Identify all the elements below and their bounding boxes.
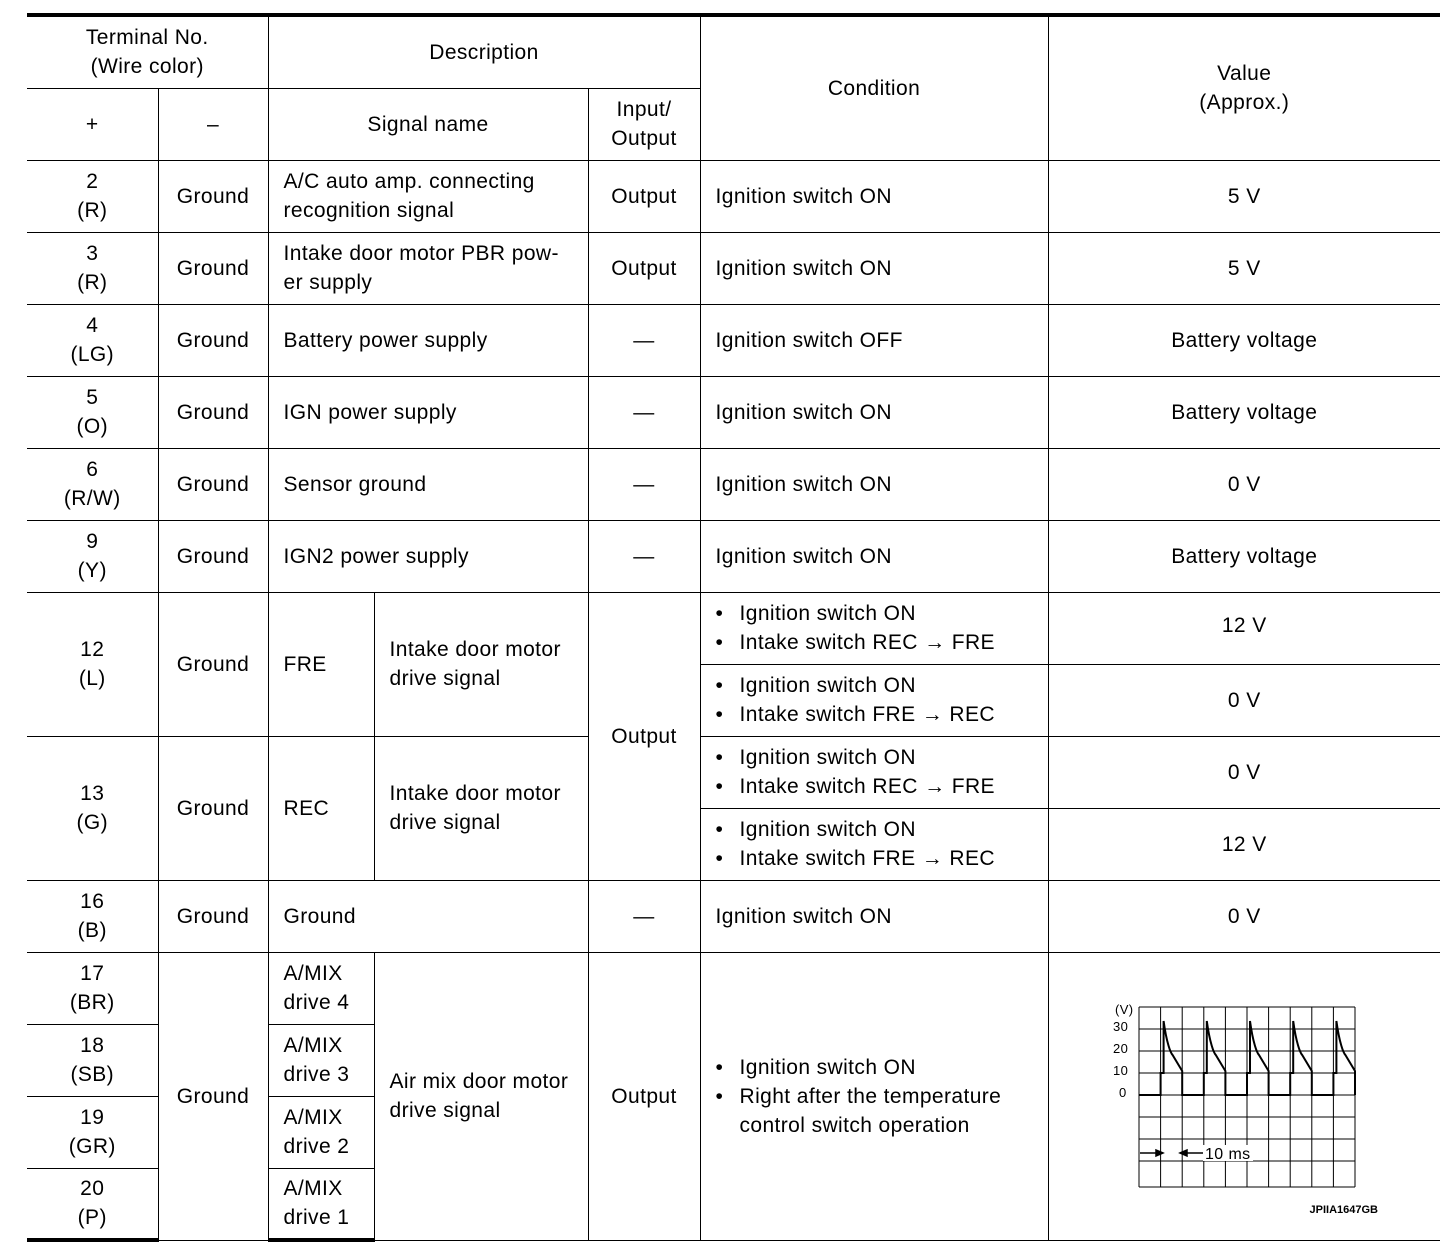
terminal-number: 9 bbox=[86, 530, 99, 553]
value-cell: 12 V bbox=[1048, 808, 1440, 880]
terminal-number: 17 bbox=[80, 962, 105, 985]
sub-signal-text: drive 1 bbox=[283, 1206, 350, 1230]
terminal-number: 16 bbox=[80, 890, 105, 913]
condition-cell: Ignition switch OFF bbox=[700, 304, 1048, 376]
sub-signal-cell: FRE bbox=[268, 592, 374, 736]
condition-cell: Ignition switch ON bbox=[700, 160, 1048, 232]
sub-signal-text: drive 3 bbox=[283, 1063, 350, 1086]
sub-signal-cell bbox=[268, 1168, 374, 1240]
minus-cell: Ground bbox=[158, 160, 268, 232]
minus-cell: Ground bbox=[158, 304, 268, 376]
wire-color: (GR) bbox=[68, 1135, 116, 1158]
value-cell: Battery voltage bbox=[1048, 304, 1440, 376]
signal-cell: Sensor ground bbox=[268, 448, 588, 520]
condition-cell bbox=[700, 952, 1048, 1240]
io-cell: — bbox=[588, 880, 700, 952]
terminal-no-header bbox=[27, 15, 268, 88]
table-row bbox=[27, 880, 1440, 952]
waveform-chart bbox=[1107, 1003, 1367, 1193]
table-row bbox=[27, 520, 1440, 592]
sub-signal-cell bbox=[268, 1024, 374, 1096]
table-row bbox=[27, 376, 1440, 448]
wire-color-label: (Wire color) bbox=[90, 55, 204, 79]
terminal-number: 3 bbox=[86, 242, 99, 265]
plus-header: + bbox=[27, 88, 158, 160]
signal-name-header: Signal name bbox=[268, 88, 588, 160]
table-row bbox=[27, 592, 1440, 664]
io-cell: — bbox=[588, 448, 700, 520]
terminal-number: 12 bbox=[80, 638, 105, 661]
condition-bullet bbox=[716, 1082, 1048, 1140]
input-label: Input/ bbox=[616, 98, 672, 121]
condition-text: control switch operation bbox=[739, 1113, 970, 1137]
signal-text: drive signal bbox=[389, 1099, 501, 1122]
minus-cell: Ground bbox=[158, 520, 268, 592]
sub-signal-text: drive 2 bbox=[283, 1135, 350, 1158]
wire-color: (O) bbox=[76, 415, 109, 438]
signal-cell bbox=[374, 736, 588, 880]
sub-signal-text: A/MIX bbox=[283, 1034, 343, 1057]
sub-signal-text: A/MIX bbox=[283, 962, 343, 985]
terminal-number: 18 bbox=[80, 1034, 105, 1057]
signal-text: recognition signal bbox=[283, 199, 455, 222]
terminal-cell bbox=[27, 304, 158, 376]
condition-bullet: • Intake switch FRE → REC bbox=[716, 844, 1048, 873]
table-row bbox=[27, 232, 1440, 304]
terminal-number: 20 bbox=[80, 1177, 105, 1201]
condition-cell: Ignition switch ON bbox=[700, 232, 1048, 304]
condition-cell bbox=[700, 808, 1048, 880]
terminal-cell bbox=[27, 880, 158, 952]
value-header bbox=[1048, 15, 1440, 160]
io-cell: — bbox=[588, 304, 700, 376]
value-cell: Battery voltage bbox=[1048, 520, 1440, 592]
figure-id: JPIIA1647GB bbox=[1309, 1203, 1378, 1216]
wire-color: (R) bbox=[77, 199, 108, 222]
waveform-tick-30: 30 bbox=[1112, 1018, 1128, 1034]
table-row bbox=[27, 304, 1440, 376]
signal-text: Air mix door motor bbox=[389, 1070, 569, 1093]
io-header bbox=[588, 88, 700, 160]
waveform-unit: (V) bbox=[1114, 1002, 1134, 1017]
io-cell: Output bbox=[588, 232, 700, 304]
signal-text: Intake door motor bbox=[389, 782, 561, 805]
signal-cell: Ground bbox=[268, 880, 588, 952]
wire-color: (R/W) bbox=[63, 487, 121, 510]
terminal-cell bbox=[27, 592, 158, 736]
table-row bbox=[27, 448, 1440, 520]
wire-color: (BR) bbox=[69, 991, 115, 1014]
approx-label: (Approx.) bbox=[1199, 91, 1290, 115]
condition-bullet: • Ignition switch ON bbox=[716, 1053, 1048, 1082]
signal-text: Intake door motor PBR pow- bbox=[283, 242, 559, 265]
terminal-cell bbox=[27, 736, 158, 880]
signal-cell bbox=[374, 592, 588, 736]
value-cell: 5 V bbox=[1048, 232, 1440, 304]
condition-bullet: • Ignition switch ON bbox=[716, 815, 1048, 844]
signal-text: drive signal bbox=[389, 811, 501, 834]
waveform-tick-20: 20 bbox=[1112, 1040, 1128, 1056]
value-cell: Battery voltage bbox=[1048, 376, 1440, 448]
terminal-no-label: Terminal No. bbox=[85, 26, 209, 50]
io-cell: Output bbox=[588, 952, 700, 1240]
condition-cell: Ignition switch ON bbox=[700, 376, 1048, 448]
condition-cell: Ignition switch ON bbox=[700, 880, 1048, 952]
terminal-number: 4 bbox=[86, 314, 99, 337]
condition-bullet: • Intake switch REC → FRE bbox=[716, 628, 1048, 657]
value-cell: 0 V bbox=[1048, 736, 1440, 808]
value-cell: 12 V bbox=[1048, 592, 1440, 664]
minus-cell: Ground bbox=[158, 736, 268, 880]
wire-color: (P) bbox=[77, 1206, 107, 1230]
signal-cell: IGN power supply bbox=[268, 376, 588, 448]
terminal-number: 19 bbox=[80, 1106, 105, 1129]
wire-color: (L) bbox=[78, 667, 106, 690]
sub-signal-text: A/MIX bbox=[283, 1106, 343, 1129]
condition-header: Condition bbox=[700, 15, 1048, 160]
time-scale-label: 10 ms bbox=[1204, 1145, 1251, 1163]
value-cell: 0 V bbox=[1048, 880, 1440, 952]
wire-color: (G) bbox=[76, 811, 109, 834]
sub-signal-cell bbox=[268, 952, 374, 1024]
sub-signal-cell bbox=[268, 1096, 374, 1168]
terminal-cell bbox=[27, 160, 158, 232]
terminal-cell bbox=[27, 952, 158, 1024]
minus-cell: Ground bbox=[158, 448, 268, 520]
io-cell: — bbox=[588, 520, 700, 592]
io-cell: Output bbox=[588, 160, 700, 232]
minus-cell: Ground bbox=[158, 376, 268, 448]
signal-text: Intake door motor bbox=[389, 638, 561, 661]
signal-cell bbox=[374, 952, 588, 1240]
terminal-cell bbox=[27, 1024, 158, 1096]
condition-bullet: • Intake switch FRE → REC bbox=[716, 700, 1048, 729]
condition-bullet: • Intake switch REC → FRE bbox=[716, 772, 1048, 801]
value-cell: 0 V bbox=[1048, 664, 1440, 736]
minus-cell: Ground bbox=[158, 232, 268, 304]
time-scale-arrows bbox=[1140, 1150, 1203, 1156]
output-label: Output bbox=[611, 127, 677, 150]
terminal-number: 2 bbox=[86, 170, 99, 193]
terminal-number: 6 bbox=[86, 458, 99, 481]
condition-cell: Ignition switch ON bbox=[700, 520, 1048, 592]
waveform-cell bbox=[1048, 952, 1440, 1240]
value-cell: 0 V bbox=[1048, 448, 1440, 520]
wire-color: (B) bbox=[77, 919, 107, 942]
condition-cell bbox=[700, 736, 1048, 808]
signal-text: er supply bbox=[283, 271, 373, 294]
terminal-cell bbox=[27, 232, 158, 304]
minus-cell: Ground bbox=[158, 592, 268, 736]
waveform-tick-10: 10 bbox=[1112, 1062, 1128, 1078]
terminal-cell bbox=[27, 520, 158, 592]
signal-text: drive signal bbox=[389, 667, 501, 690]
signal-text: A/C auto amp. connecting bbox=[283, 170, 535, 193]
table-row bbox=[27, 736, 1440, 808]
minus-cell: Ground bbox=[158, 880, 268, 952]
value-cell: 5 V bbox=[1048, 160, 1440, 232]
io-cell: — bbox=[588, 376, 700, 448]
table-row bbox=[27, 952, 1440, 1024]
signal-cell bbox=[268, 160, 588, 232]
terminal-number: 13 bbox=[80, 782, 105, 805]
condition-cell bbox=[700, 664, 1048, 736]
terminal-cell bbox=[27, 1168, 158, 1240]
wire-color: (LG) bbox=[70, 343, 115, 366]
condition-bullet: • Ignition switch ON bbox=[716, 599, 1048, 628]
terminal-cell bbox=[27, 376, 158, 448]
sub-signal-cell: REC bbox=[268, 736, 374, 880]
terminal-cell bbox=[27, 448, 158, 520]
io-cell: Output bbox=[588, 592, 700, 880]
condition-cell: Ignition switch ON bbox=[700, 448, 1048, 520]
signal-cell: IGN2 power supply bbox=[268, 520, 588, 592]
waveform-tick-0: 0 bbox=[1118, 1084, 1127, 1100]
minus-cell: Ground bbox=[158, 952, 268, 1240]
wire-color: (SB) bbox=[70, 1063, 115, 1086]
description-header: Description bbox=[268, 15, 700, 88]
signal-cell bbox=[268, 232, 588, 304]
minus-header: – bbox=[158, 88, 268, 160]
condition-cell bbox=[700, 592, 1048, 664]
sub-signal-text: drive 4 bbox=[283, 991, 350, 1014]
terminal-cell bbox=[27, 1096, 158, 1168]
wire-color: (Y) bbox=[77, 559, 107, 582]
table-row bbox=[27, 160, 1440, 232]
condition-bullet: • Ignition switch ON bbox=[716, 671, 1048, 700]
sub-signal-text: A/MIX bbox=[283, 1177, 343, 1201]
signal-cell: Battery power supply bbox=[268, 304, 588, 376]
terminal-number: 5 bbox=[86, 386, 99, 409]
wire-color: (R) bbox=[77, 271, 108, 294]
value-label: Value bbox=[1217, 62, 1272, 86]
condition-bullet: • Ignition switch ON bbox=[716, 743, 1048, 772]
terminal-table bbox=[27, 13, 1440, 1242]
condition-text: • Right after the temperature bbox=[739, 1084, 1002, 1108]
